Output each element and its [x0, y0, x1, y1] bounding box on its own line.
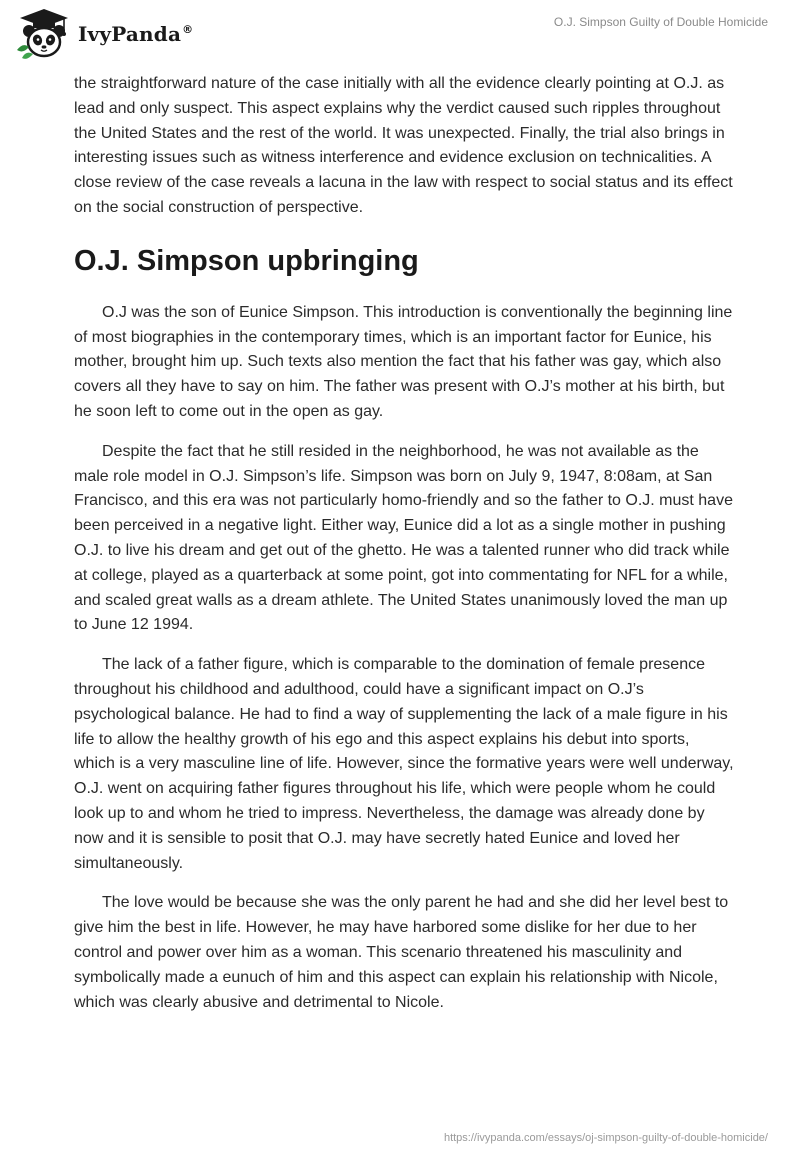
- paragraph: Despite the fact that he still resided in the neighborhood, he was not available as the male role model in O.J. Simpson’s life. Simpson was born on July 9, 1947, 8:08am, at San Francisco, and this era was not particularly homo-friendly and so the father to O.J. must have been perceived in a negative light. Either way, Eunice did a lot as a single mother in pushing O.J. to live his dream and get out of the ghetto. He was a talented runner who did track while at college, played as a quarterback at some point, got into commentating for NFL for a while, and scaled great walls as a dream athlete. The United States unanimously loved the man up to June 12 1994.: [74, 442, 733, 634]
- essay-body: [74, 72, 734, 1030]
- paragraph: The lack of a father figure, which is comparable to the domination of female presence throughout his childhood and adulthood, could have a significant impact on O.J’s psychological balance. He had to find a way of supplementing the lack of a male figure in his life to allow the healthy growth of his ego and this aspect explains his debut into sports, which is a very masculine line of life. However, since the formative years were well underway, O.J. went on acquiring father figures throughout his life, which were people whom he could look up to and whom he tried to impress. Nevertheless, the damage was already done by now and it is sensible to posit that O.J. may have secretly hated Eunice and loved her simultaneously.: [74, 656, 734, 872]
- source-url[interactable]: https://ivypanda.com/essays/oj-simpson-guilty-of-double-homicide/: [443, 1132, 768, 1144]
- logo-wordmark: IvyPanda®: [78, 22, 194, 46]
- ivypanda-logo[interactable]: [14, 6, 193, 62]
- paragraph: The love would be because she was the only parent he had and she did her level best to give him the best in life. However, he may have harbored some dislike for her due to her control and power over him as a woman. This scenario threatened his masculinity and symbolically made a eunuch of him and this aspect can explain his relationship with Nicole, which was clearly abusive and detrimental to Nicole.: [74, 894, 729, 1011]
- section-heading: O.J. Simpson upbringing: [74, 244, 419, 277]
- page-header: [0, 0, 800, 70]
- paragraph: O.J was the son of Eunice Simpson. This introduction is conventionally the beginning line of most biographies in the contemporary times, which is an important factor for Eunice, his mother, brought him up. Such texts also mention the fact that his father was gay, which also covers all they have to say on him. The father was present with O.J’s mother at his birth, but he soon left to come out in the open as gay.: [74, 303, 733, 420]
- registered-mark: ®: [182, 23, 194, 37]
- panda-graduate-icon: [14, 6, 74, 62]
- paragraph-intro: the straightforward nature of the case initially with all the evidence clearly pointing at O.J. as lead and only suspect. This aspect explains why the verdict caused such ripples throughout the United States and the rest of the world. It was unexpected. Finally, the trial also brings in interesting issues such as witness interference and evidence exclusion on technicalities. A close review of the case reveals a lacuna in the law with respect to social status and its effect on the social construction of perspective.: [74, 75, 733, 216]
- document-title: O.J. Simpson Guilty of Double Homicide: [553, 15, 768, 29]
